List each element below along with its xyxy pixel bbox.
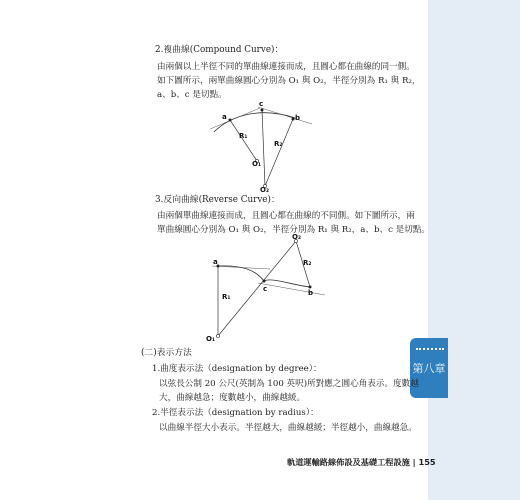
reverse-line-2: 單曲線圓心分別為 O₁ 與 O₂，半徑分別為 R₁ 與 R₂，a、b、c 是切點。 <box>157 225 431 235</box>
tangent-line <box>258 107 312 124</box>
reverse-curve-figure <box>200 233 330 343</box>
compound-line-2: 如下圖所示，兩單曲線圓心分別為 O₁ 與 O₂，半徑分別為 R₁ 與 R₂， <box>157 76 421 86</box>
radius-line-center <box>218 241 296 336</box>
label-o2: O₂ <box>292 233 302 241</box>
label-o2: O₂ <box>260 186 270 193</box>
tangent-line <box>258 283 325 295</box>
label-o1: O₁ <box>252 160 262 168</box>
label-o1: O₁ <box>206 335 216 343</box>
label-b: b <box>295 114 301 122</box>
compound-line-1: 由兩個以上半徑不同的單曲線連接而成，且圓心都在曲線的同一側。 <box>157 62 415 72</box>
radius-heading: 2.半徑表示法（designation by radius）： <box>152 408 319 418</box>
chapter-tab-label: 第八章 <box>412 362 446 375</box>
label-r1: R₁ <box>239 132 248 140</box>
compound-curve-figure <box>200 98 320 193</box>
degree-heading: 1.曲度表示法（designation by degree）： <box>152 364 322 374</box>
radius-line-r1 <box>230 120 257 161</box>
radius-line <box>262 110 265 186</box>
page-footer: 軌道運輸路線佈設及基礎工程設施 | 155 <box>287 457 436 467</box>
curve-arc-2 <box>264 280 310 287</box>
label-a: a <box>222 113 227 121</box>
expression-heading: (二)表示方法 <box>141 348 192 358</box>
label-a: a <box>213 258 218 266</box>
reverse-line-1: 由兩個單曲線連接而成，且圓心都在曲線的不同側。如下圖所示，兩 <box>157 211 415 221</box>
reverse-heading: 3.反向曲線(Reverse Curve)： <box>155 195 280 205</box>
label-r2: R₂ <box>303 259 312 267</box>
degree-line-2: 大，曲線越急；度數越小，曲線越緩。 <box>159 393 306 403</box>
label-r2: R₂ <box>274 140 283 148</box>
label-c: c <box>259 100 264 108</box>
tangent-line <box>210 108 260 129</box>
radius-line-1: 以曲線半徑大小表示。半徑越大，曲線越緩；半徑越小，曲線越急。 <box>159 423 417 433</box>
degree-line-1: 以弦長公制 20 公尺(英制為 100 英呎)所對應之圓心角表示。度數越 <box>159 379 419 389</box>
radius-line-r2 <box>265 119 293 186</box>
tangent-point-a <box>229 119 232 122</box>
label-b: b <box>308 289 314 297</box>
compound-line-3: a、b、c 是切點。 <box>157 90 227 100</box>
label-r1: R₁ <box>222 293 231 301</box>
tab-dots <box>416 348 444 354</box>
tangent-point-c <box>263 280 266 283</box>
compound-heading: 2.複曲線(Compound Curve)： <box>155 45 284 55</box>
label-c: c <box>263 285 268 293</box>
center-o1 <box>216 334 219 337</box>
side-strip <box>428 0 520 500</box>
tangent-point-c <box>261 109 264 112</box>
